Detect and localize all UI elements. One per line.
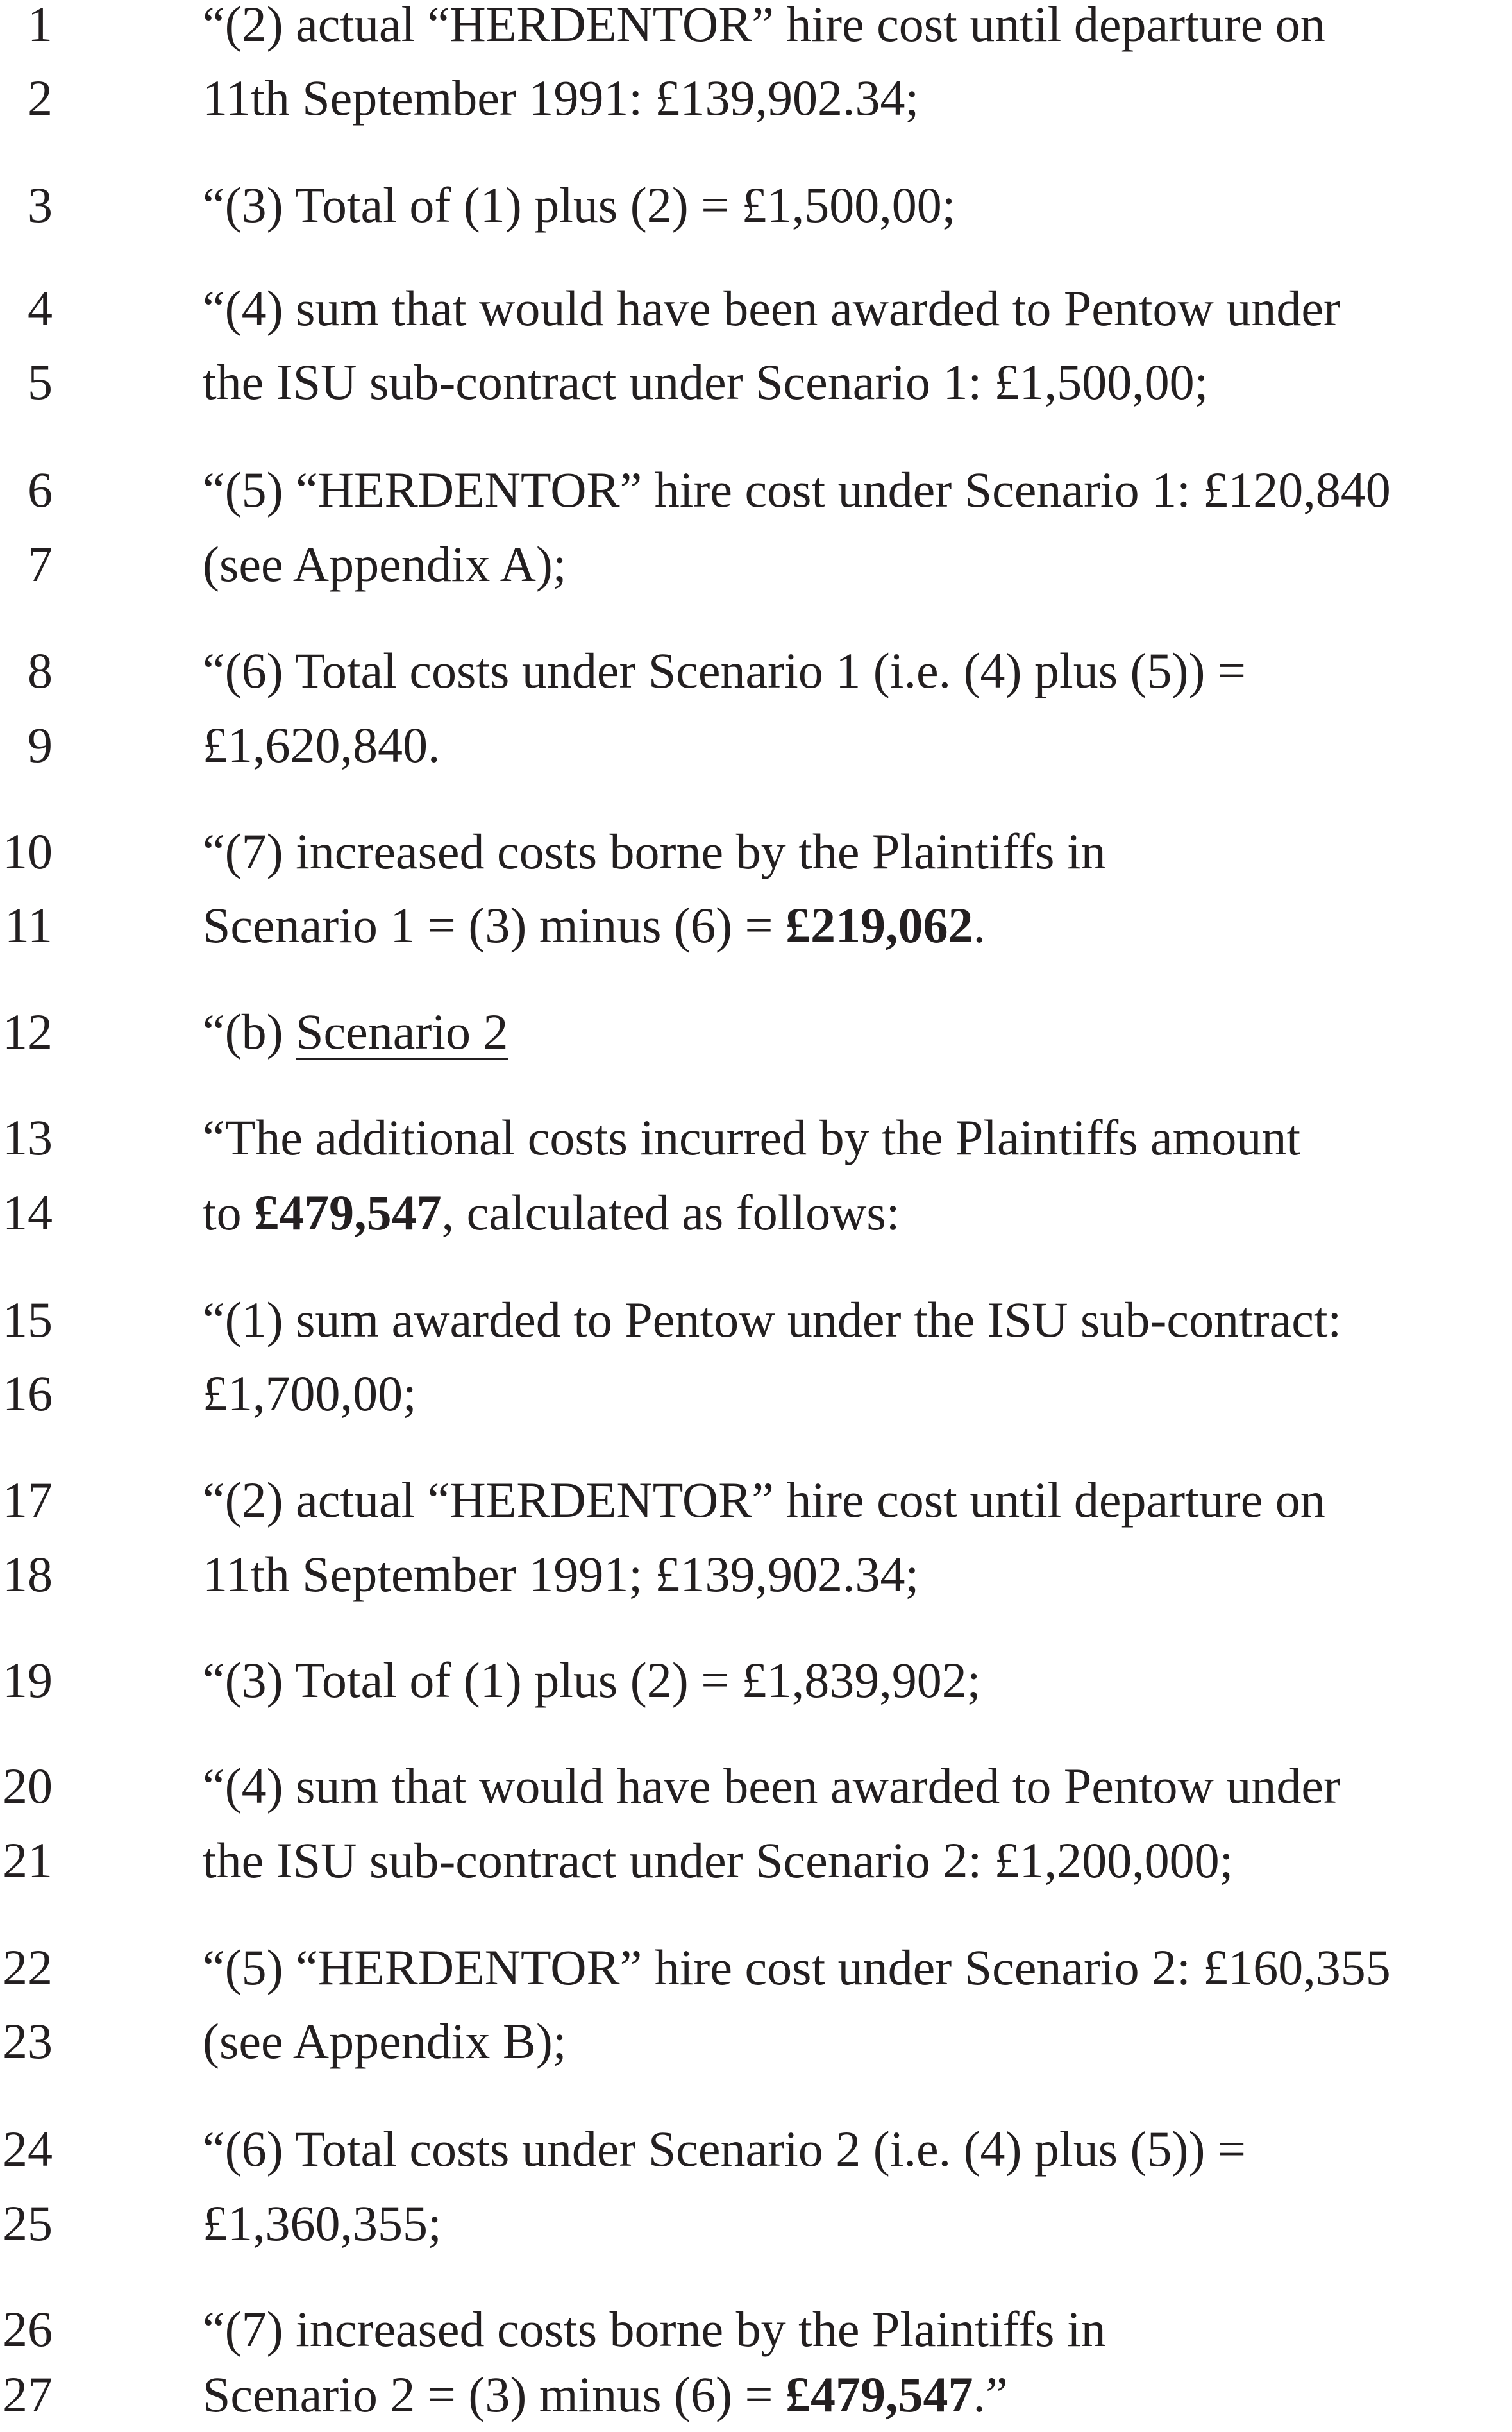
doc-line (0, 634, 1512, 708)
line-text: 11th September 1991: £139,902.34; (203, 70, 920, 126)
line-text: (see Appendix A); (203, 536, 567, 592)
line-number: 13 (3, 1110, 53, 1165)
line-text: “(5) “HERDENTOR” hire cost under Scenario 1: £120,840 (203, 462, 1391, 518)
line-text: £1,700,00; (203, 1365, 417, 1421)
doc-line (0, 2358, 1512, 2432)
line-text: Scenario 2 = (3) minus (6) = £479,547.” (203, 2367, 1008, 2422)
line-text: Scenario 1 = (3) minus (6) = £219,062. (203, 897, 986, 953)
line-text: “(6) Total costs under Scenario 1 (i.e. (4) plus (5)) = (203, 643, 1246, 698)
line-number: 7 (28, 536, 53, 592)
line-number: 20 (3, 1758, 53, 1814)
doc-line (0, 2004, 1512, 2079)
line-number: 5 (28, 354, 53, 410)
doc-line (0, 1463, 1512, 1537)
line-number: 18 (3, 1546, 53, 1602)
doc-line (0, 0, 1512, 62)
bold-amount: £479,547 (254, 1185, 442, 1240)
doc-line (0, 888, 1512, 963)
line-number: 25 (3, 2195, 53, 2251)
line-text: “(4) sum that would have been awarded to Pentow under (203, 1758, 1340, 1814)
line-text: “(6) Total costs under Scenario 2 (i.e. (4) plus (5)) = (203, 2121, 1246, 2177)
bold-amount: £219,062 (785, 897, 973, 953)
line-number: 19 (3, 1652, 53, 1708)
line-text: 11th September 1991; £139,902.34; (203, 1546, 920, 1602)
line-text: “(7) increased costs borne by the Plaintiffs in (203, 823, 1106, 879)
line-text: “(7) increased costs borne by the Plaintiffs in (203, 2301, 1106, 2357)
line-text: (see Appendix B); (203, 2013, 567, 2069)
doc-line (0, 708, 1512, 782)
line-text: “(3) Total of (1) plus (2) = £1,500,00; (203, 177, 956, 233)
line-text: £1,360,355; (203, 2195, 442, 2251)
line-number: 15 (3, 1292, 53, 1347)
doc-line (0, 2112, 1512, 2186)
doc-line (0, 1749, 1512, 1823)
line-number: 26 (3, 2301, 53, 2357)
doc-line (0, 527, 1512, 602)
line-text: the ISU sub-contract under Scenario 1: £1,500,00; (203, 354, 1209, 410)
line-number: 3 (28, 177, 53, 233)
doc-line (0, 2186, 1512, 2261)
doc-line (0, 1356, 1512, 1431)
line-text: “(4) sum that would have been awarded to Pentow under (203, 280, 1340, 336)
doc-line (0, 995, 1512, 1069)
section-heading: Scenario 2 (296, 1004, 508, 1060)
line-number: 23 (3, 2013, 53, 2069)
doc-line (0, 271, 1512, 346)
line-number: 1 (28, 0, 53, 52)
line-text: £1,620,840. (203, 717, 441, 773)
line-number: 24 (3, 2121, 53, 2177)
doc-line (0, 61, 1512, 135)
line-number: 2 (28, 70, 53, 126)
line-text: “The additional costs incurred by the Plaintiffs amount (203, 1110, 1301, 1165)
doc-line (0, 345, 1512, 419)
line-number: 12 (3, 1004, 53, 1060)
doc-line (0, 2292, 1512, 2367)
line-number: 27 (3, 2367, 53, 2422)
doc-line (0, 1823, 1512, 1898)
line-text: to £479,547, calculated as follows: (203, 1185, 900, 1240)
line-text: “(5) “HERDENTOR” hire cost under Scenario 2: £160,355 (203, 1939, 1391, 1995)
line-text: “(2) actual “HERDENTOR” hire cost until departure on (203, 0, 1325, 52)
line-number: 14 (3, 1185, 53, 1240)
line-text: “(1) sum awarded to Pentow under the ISU sub-contract: (203, 1292, 1342, 1347)
line-number: 17 (3, 1472, 53, 1528)
line-text: the ISU sub-contract under Scenario 2: £1,200,000; (203, 1832, 1234, 1888)
bold-amount: £479,547 (785, 2367, 973, 2422)
line-number: 8 (28, 643, 53, 698)
doc-line (0, 1101, 1512, 1175)
doc-line (0, 815, 1512, 889)
line-number: 11 (4, 897, 53, 953)
line-text: “(2) actual “HERDENTOR” hire cost until departure on (203, 1472, 1325, 1528)
line-number: 10 (3, 823, 53, 879)
doc-line (0, 1537, 1512, 1612)
line-number: 22 (3, 1939, 53, 1995)
doc-line (0, 1283, 1512, 1357)
line-text: “(b) Scenario 2 (203, 1004, 508, 1060)
doc-line (0, 1643, 1512, 1718)
line-number: 16 (3, 1365, 53, 1421)
line-number: 4 (28, 280, 53, 336)
doc-line (0, 1930, 1512, 2005)
line-number: 9 (28, 717, 53, 773)
doc-line (0, 1176, 1512, 1250)
line-text: “(3) Total of (1) plus (2) = £1,839,902; (203, 1652, 981, 1708)
line-number: 6 (28, 462, 53, 518)
doc-line (0, 453, 1512, 527)
line-number: 21 (3, 1832, 53, 1888)
doc-line (0, 168, 1512, 242)
